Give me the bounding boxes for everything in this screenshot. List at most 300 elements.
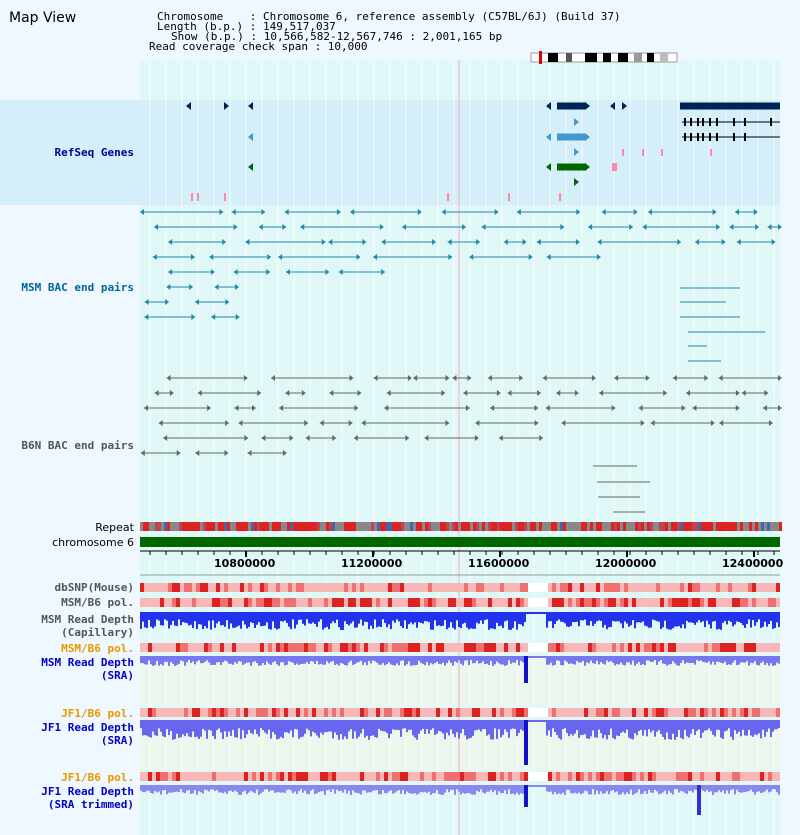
read-depth-bar [688, 785, 690, 791]
read-depth-bar [758, 656, 760, 665]
snp-density-cell [152, 772, 156, 781]
read-depth-bar [490, 612, 492, 628]
read-depth-bar [760, 785, 762, 793]
read-depth-bar [190, 785, 192, 794]
snp-density-cell [312, 598, 316, 607]
snp-density-cell [184, 772, 188, 781]
snp-density-cell [504, 598, 508, 607]
read-depth-bar [732, 656, 734, 663]
repeat-label[interactable]: Repeat [95, 521, 134, 534]
axis-tick-label: 10800000 [214, 557, 276, 570]
read-depth-bar [682, 656, 684, 660]
repeat-segment [461, 522, 464, 531]
read-depth-bar [480, 720, 482, 732]
snp-density-cell [260, 598, 264, 607]
read-depth-bar [264, 720, 266, 732]
read-depth-bar [260, 656, 262, 665]
ideogram-band [618, 53, 628, 62]
read-depth-bar [714, 656, 716, 665]
snp-density-cell [592, 708, 596, 717]
snp-density-cell [404, 583, 408, 592]
snp-density-cell [296, 708, 300, 717]
read-depth-bar [636, 656, 638, 664]
read-depth-bar [468, 612, 470, 629]
read-depth-bar [658, 785, 660, 794]
snp-density-cell [428, 772, 432, 781]
read-depth-bar [370, 720, 372, 736]
snp-density-cell [576, 598, 580, 607]
read-depth-bar [628, 785, 630, 794]
chromosome-label[interactable]: chromosome 6 [52, 536, 134, 549]
snp-density-cell [188, 643, 192, 652]
repeat-segment [191, 522, 194, 531]
snp-density-cell [720, 772, 724, 781]
jf1-depth-trimmed-label[interactable]: JF1 Read Depth [41, 785, 134, 798]
read-depth-bar [640, 720, 642, 730]
read-depth-bar [470, 785, 472, 794]
read-depth-bar [158, 612, 160, 621]
snp-density-cell [660, 583, 664, 592]
read-depth-bar [602, 656, 604, 664]
read-depth-bar [520, 656, 522, 661]
snp-density-cell [160, 643, 164, 652]
gene-exon [733, 133, 735, 141]
snp-density-cell [512, 583, 516, 592]
read-depth-bar [570, 656, 572, 663]
read-depth-bar [164, 656, 166, 662]
repeat-segment [245, 522, 248, 531]
read-depth-bar [462, 785, 464, 793]
repeat-segment [641, 522, 644, 531]
read-depth-bar [772, 656, 774, 666]
snp-density-cell [280, 598, 284, 607]
snp-density-cell [544, 772, 548, 781]
jf1-b6-pol-trimmed-label[interactable]: JF1/B6 pol. [61, 771, 134, 784]
snp-density-cell [152, 643, 156, 652]
snp-density-cell [144, 772, 148, 781]
gene-exon [744, 118, 746, 126]
read-depth-bar [598, 785, 600, 794]
read-depth-bar [484, 656, 486, 664]
read-depth-bar [632, 720, 634, 739]
read-depth-bar [206, 656, 208, 660]
read-depth-bar [402, 612, 404, 628]
read-depth-bar [452, 720, 454, 734]
repeat-segment [578, 522, 581, 531]
read-depth-bar [594, 656, 596, 664]
snp-density-cell [272, 583, 276, 592]
snp-density-cell [568, 583, 572, 592]
read-depth-bar [476, 785, 478, 791]
read-depth-bar [636, 720, 638, 735]
repeat-segment [302, 522, 305, 531]
snp-density-cell [540, 772, 544, 781]
read-depth-bar [422, 612, 424, 624]
read-depth-bar [420, 612, 422, 623]
read-depth-spike [697, 785, 701, 815]
read-depth-bar [454, 785, 456, 795]
snp-density-cell [240, 643, 244, 652]
repeat-segment [209, 522, 212, 531]
snp-density-cell [504, 772, 508, 781]
snp-density-cell [332, 598, 336, 607]
snp-density-cell [368, 598, 372, 607]
repeat-segment [713, 522, 716, 531]
repeat-segment [773, 522, 776, 531]
read-depth-bar [168, 656, 170, 666]
read-depth-bar [736, 720, 738, 734]
read-depth-bar [736, 785, 738, 790]
snp-density-cell [228, 772, 232, 781]
snp-density-cell [664, 643, 668, 652]
read-depth-bar [692, 785, 694, 793]
snp-density-cell [156, 598, 160, 607]
repeat-segment [542, 522, 545, 531]
snp-density-cell [424, 583, 428, 592]
snp-density-cell [524, 708, 528, 717]
snp-density-cell [688, 643, 692, 652]
repeat-segment [731, 522, 734, 531]
read-depth-bar [234, 612, 236, 628]
read-depth-bar [588, 785, 590, 794]
snp-density-cell [592, 772, 596, 781]
repeat-segment [395, 522, 398, 531]
msm-b6-pol-label[interactable]: MSM/B6 pol. [61, 596, 134, 609]
snp-density-cell [328, 708, 332, 717]
snp-density-cell [708, 598, 712, 607]
read-depth-bar [694, 612, 696, 625]
repeat-segment [533, 522, 536, 531]
snp-density-cell [712, 772, 716, 781]
read-depth-bar [404, 612, 406, 620]
repeat-segment [308, 522, 311, 531]
read-depth-bar [772, 720, 774, 732]
read-depth-bar [772, 785, 774, 789]
msm-b6-pol-sra-label[interactable]: MSM/B6 pol. [61, 642, 134, 655]
snp-density-cell [388, 583, 392, 592]
snp-density-cell [760, 598, 764, 607]
snp-density-cell [492, 598, 496, 607]
repeat-segment [419, 522, 422, 531]
read-depth-bar [354, 785, 356, 793]
read-depth-bar [646, 612, 648, 626]
read-depth-bar [714, 720, 716, 736]
read-depth-bar [624, 612, 626, 621]
read-depth-bar [254, 612, 256, 628]
snp-density-cell [764, 643, 768, 652]
gene-pink-marker [508, 193, 510, 201]
read-depth-bar [248, 656, 250, 662]
repeat-segment [167, 522, 170, 531]
repeat-segment [254, 522, 257, 531]
snp-density-cell [704, 772, 708, 781]
read-depth-bar [688, 656, 690, 663]
snp-density-cell [708, 708, 712, 717]
read-depth-bar [712, 656, 714, 662]
read-depth-bar [156, 656, 158, 661]
read-depth-bar [558, 720, 560, 738]
snp-density-cell [404, 772, 408, 781]
read-depth-bar [422, 720, 424, 729]
gene-pink-marker [642, 149, 644, 156]
read-depth-bar [528, 720, 530, 722]
repeat-segment [707, 522, 710, 531]
read-depth-bar [538, 656, 540, 658]
read-depth-bar [472, 785, 474, 795]
read-depth-bar [176, 656, 178, 665]
msm-depth-capillary-label[interactable]: MSM Read Depth [41, 613, 134, 626]
read-depth-bar [606, 656, 608, 660]
read-depth-bar [160, 612, 162, 625]
read-depth-bar [296, 612, 298, 625]
jf1-b6-pol-label[interactable]: JF1/B6 pol. [61, 707, 134, 720]
snp-density-cell [736, 708, 740, 717]
snp-density-cell [360, 643, 364, 652]
snp-density-cell [480, 708, 484, 717]
gene-feature [557, 134, 585, 141]
snp-density-cell [556, 598, 560, 607]
read-depth-bar [608, 720, 610, 735]
snp-density-cell [276, 643, 280, 652]
read-depth-bar [692, 656, 694, 663]
read-depth-bar [554, 720, 556, 732]
read-depth-bar [458, 785, 460, 792]
read-depth-bar [194, 656, 196, 664]
snp-density-cell [236, 598, 240, 607]
read-depth-bar [254, 785, 256, 793]
repeat-segment [401, 522, 404, 531]
snp-density-cell [668, 772, 672, 781]
read-depth-bar [734, 785, 736, 794]
read-depth-bar [288, 720, 290, 733]
snp-density-cell [180, 708, 184, 717]
snp-density-cell [196, 583, 200, 592]
read-depth-bar [528, 656, 530, 658]
repeat-track[interactable] [140, 522, 782, 531]
read-depth-bar [210, 612, 212, 630]
snp-density-cell [472, 583, 476, 592]
snp-density-cell [756, 772, 760, 781]
read-depth-bar [708, 656, 710, 661]
read-depth-bar [608, 656, 610, 662]
snp-density-cell [292, 598, 296, 607]
read-depth-bar [274, 720, 276, 734]
read-depth-bar [276, 656, 278, 664]
snp-density-cell [392, 708, 396, 717]
snp-density-cell [324, 643, 328, 652]
read-depth-bar [410, 656, 412, 666]
repeat-segment [536, 522, 539, 531]
read-depth-bar [212, 612, 214, 620]
read-depth-bar [354, 720, 356, 731]
read-depth-bar [448, 720, 450, 735]
read-depth-bar [230, 720, 232, 736]
read-depth-bar [582, 656, 584, 661]
read-depth-bar [304, 612, 306, 626]
snp-density-cell [552, 598, 556, 607]
snp-density-cell [248, 598, 252, 607]
read-depth-bar [294, 656, 296, 665]
read-depth-bar [346, 656, 348, 666]
snp-density-cell [160, 598, 164, 607]
read-depth-bar [612, 785, 614, 790]
snp-density-cell [724, 772, 728, 781]
read-depth-bar [608, 785, 610, 794]
snp-density-cell [284, 583, 288, 592]
repeat-segment [236, 522, 239, 531]
read-depth-bar [398, 785, 400, 790]
snp-density-cell [620, 598, 624, 607]
read-depth-bar [460, 656, 462, 664]
dbsnp-label[interactable]: dbSNP(Mouse) [54, 581, 134, 594]
read-depth-bar [734, 720, 736, 730]
read-depth-bar [746, 720, 748, 736]
read-depth-bar [454, 720, 456, 737]
refseq-genes-label[interactable]: RefSeq Genes [54, 146, 134, 159]
read-depth-bar [216, 720, 218, 730]
msm-depth-sra-label[interactable]: MSM Read Depth [41, 656, 134, 669]
read-depth-bar [684, 785, 686, 793]
read-depth-bar [436, 612, 438, 626]
read-depth-bar [240, 656, 242, 662]
read-depth-bar [520, 720, 522, 729]
snp-density-cell [656, 708, 660, 717]
read-depth-bar [388, 785, 390, 791]
read-depth-bar [702, 720, 704, 733]
snp-density-cell [200, 643, 204, 652]
read-depth-bar [602, 720, 604, 738]
snp-density-cell [208, 598, 212, 607]
snp-density-cell [776, 598, 780, 607]
b6n-bac-label[interactable]: B6N BAC end pairs [21, 439, 134, 452]
read-depth-bar [268, 720, 270, 730]
read-depth-bar [174, 720, 176, 739]
snp-density-cell [528, 643, 532, 652]
jf1-depth-sra-label[interactable]: JF1 Read Depth [41, 721, 134, 734]
read-depth-bar [264, 656, 266, 665]
read-depth-bar [338, 785, 340, 791]
snp-density-cell [448, 583, 452, 592]
read-depth-bar [680, 656, 682, 663]
snp-density-cell [308, 598, 312, 607]
snp-density-cell [608, 772, 612, 781]
snp-density-cell [156, 708, 160, 717]
repeat-segment [473, 522, 476, 531]
read-depth-bar [200, 612, 202, 625]
snp-density-cell [336, 772, 340, 781]
snp-density-cell [304, 583, 308, 592]
snp-density-cell [636, 643, 640, 652]
ideogram-band [647, 53, 654, 62]
repeat-segment [605, 522, 608, 531]
snp-density-cell [588, 708, 592, 717]
repeat-segment [584, 522, 587, 531]
read-depth-bar [206, 720, 208, 739]
snp-density-cell [588, 598, 592, 607]
snp-density-cell [532, 708, 536, 717]
read-depth-bar [646, 720, 648, 736]
snp-density-cell [380, 643, 384, 652]
snp-density-cell [580, 772, 584, 781]
snp-density-cell [280, 583, 284, 592]
snp-density-cell [556, 643, 560, 652]
snp-density-cell [344, 708, 348, 717]
snp-density-cell [500, 598, 504, 607]
read-depth-bar [174, 612, 176, 626]
read-depth-bar [672, 720, 674, 734]
repeat-segment [194, 522, 197, 531]
read-depth-bar [348, 785, 350, 791]
read-depth-bar [536, 612, 538, 614]
repeat-segment [494, 522, 497, 531]
snp-density-cell [328, 643, 332, 652]
snp-density-cell [300, 598, 304, 607]
snp-density-cell [760, 583, 764, 592]
snp-density-cell [644, 772, 648, 781]
read-depth-bar [440, 656, 442, 664]
read-depth-bar [594, 612, 596, 624]
repeat-segment [206, 522, 209, 531]
read-depth-bar [576, 612, 578, 622]
snp-density-cell [536, 772, 540, 781]
snp-density-cell [732, 643, 736, 652]
snp-density-cell [264, 643, 268, 652]
read-depth-bar [310, 612, 312, 624]
read-depth-bar [616, 720, 618, 736]
read-depth-bar [440, 612, 442, 626]
snp-density-cell [600, 583, 604, 592]
snp-density-cell [140, 643, 144, 652]
read-depth-bar [242, 785, 244, 792]
read-depth-bar [510, 612, 512, 630]
read-depth-bar [758, 785, 760, 791]
snp-density-cell [156, 643, 160, 652]
snp-density-cell [604, 772, 608, 781]
read-depth-bar [700, 612, 702, 622]
read-depth-bar [748, 656, 750, 666]
read-depth-bar [144, 720, 146, 735]
chromosome-ideogram[interactable] [531, 51, 677, 64]
read-depth-bar [262, 785, 264, 792]
read-depth-bar [446, 612, 448, 629]
repeat-segment [353, 522, 356, 531]
snp-density-cell [300, 772, 304, 781]
snp-density-cell [156, 583, 160, 592]
snp-density-cell [712, 583, 716, 592]
read-depth-bar [420, 656, 422, 663]
snp-density-cell [556, 772, 560, 781]
read-depth-bar [214, 785, 216, 791]
read-depth-bar [776, 612, 778, 622]
snp-density-cell [500, 583, 504, 592]
read-depth-bar [724, 720, 726, 731]
msm-bac-label[interactable]: MSM BAC end pairs [21, 281, 134, 294]
chromosome-bar[interactable] [140, 537, 780, 547]
read-depth-bar [216, 656, 218, 662]
read-depth-bar [732, 785, 734, 789]
coverage-span-info: Read coverage check span : 10,000 [149, 40, 368, 53]
read-depth-bar [460, 720, 462, 733]
read-depth-bar [594, 785, 596, 794]
chromosome-info: Chromosome : Chromosome 6, reference assembly (C57BL/6J) (Build 37) [157, 10, 621, 23]
read-depth-bar [710, 656, 712, 665]
read-depth-bar [484, 785, 486, 793]
snp-density-cell [420, 643, 424, 652]
snp-density-cell [520, 708, 524, 717]
read-depth-bar [718, 612, 720, 629]
read-depth-bar [460, 612, 462, 628]
read-depth-bar [672, 612, 674, 628]
